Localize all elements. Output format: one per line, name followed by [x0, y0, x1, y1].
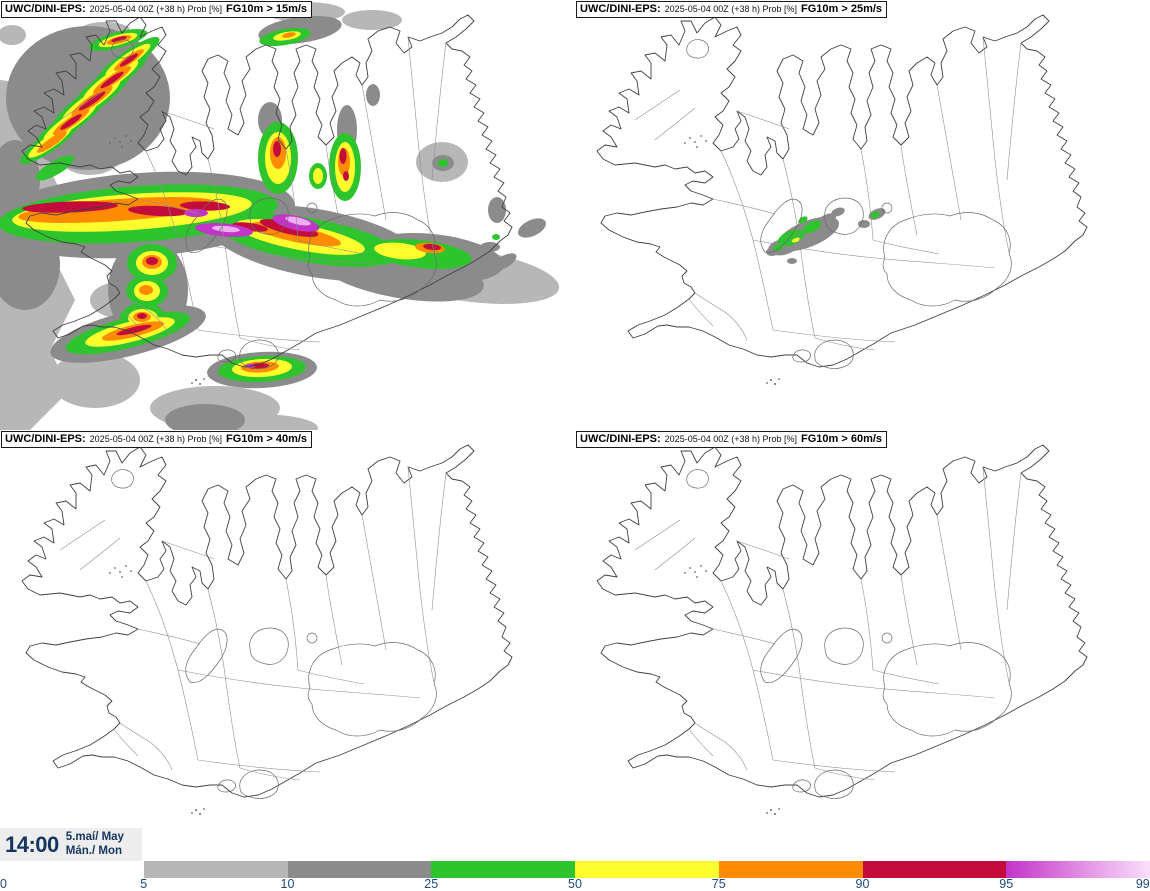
colorbar-tick-75: 75: [711, 877, 726, 891]
run-label: 2025-05-04 00Z (+38 h) Prob [%]: [89, 434, 222, 444]
colorbar-segment-5-10: [144, 861, 288, 878]
map-panel-fg15: [0, 0, 575, 430]
run-label: 2025-05-04 00Z (+38 h) Prob [%]: [664, 4, 797, 14]
colorbar-tick-25: 25: [424, 877, 439, 891]
threshold-label: FG10m > 15m/s: [226, 3, 308, 15]
valid-date-weekday: Mán./ Mon: [65, 844, 122, 857]
threshold-label: FG10m > 40m/s: [226, 433, 308, 445]
colorbar-tick-5: 5: [140, 877, 148, 891]
colorbar-tick-10: 10: [280, 877, 295, 891]
colorbar-segment-95-99: [1006, 861, 1150, 878]
colorbar-tick-50: 50: [568, 877, 582, 891]
map-panel-fg25: [575, 0, 1150, 430]
iceland-map-fg25: [575, 0, 1150, 430]
colorbar-labels: [0, 877, 1150, 891]
map-panel-fg40: [0, 430, 575, 860]
colorbar-tick-99: 99: [1135, 877, 1150, 891]
colorbar-segment-0-5: [0, 861, 144, 878]
valid-time: 14:00: [5, 831, 59, 857]
valid-date: [66, 831, 124, 858]
model-label: UWC/DINI-EPS:: [580, 433, 661, 445]
colorbar: [0, 861, 1150, 878]
colorbar-tick-0: 0: [0, 877, 7, 891]
panel-title-fg40: [1, 431, 312, 448]
panel-title-fg25: [576, 1, 887, 18]
colorbar-segment-90-95: [863, 861, 1007, 878]
panel-title-fg15: [1, 1, 312, 18]
threshold-label: FG10m > 60m/s: [801, 433, 883, 445]
colorbar-segment-10-25: [288, 861, 432, 878]
colorbar-tick-95: 95: [999, 877, 1014, 891]
valid-date-day: 5.maí/ May: [65, 830, 124, 843]
threshold-label: FG10m > 25m/s: [801, 3, 883, 15]
map-panel-fg60: [575, 430, 1150, 860]
colorbar-tick-90: 90: [855, 877, 870, 891]
model-label: UWC/DINI-EPS:: [5, 433, 86, 445]
panel-title-fg60: [576, 431, 887, 448]
iceland-map-fg15: [0, 0, 575, 430]
run-label: 2025-05-04 00Z (+38 h) Prob [%]: [89, 4, 222, 14]
colorbar-segment-50-75: [575, 861, 719, 878]
colorbar-segment-75-90: [719, 861, 863, 878]
valid-time-block: [0, 828, 142, 861]
colorbar-segment-25-50: [431, 861, 575, 878]
model-label: UWC/DINI-EPS:: [580, 3, 661, 15]
run-label: 2025-05-04 00Z (+38 h) Prob [%]: [664, 434, 797, 444]
model-label: UWC/DINI-EPS:: [5, 3, 86, 15]
iceland-map-fg40: [0, 430, 575, 860]
iceland-map-fg60: [575, 430, 1150, 860]
